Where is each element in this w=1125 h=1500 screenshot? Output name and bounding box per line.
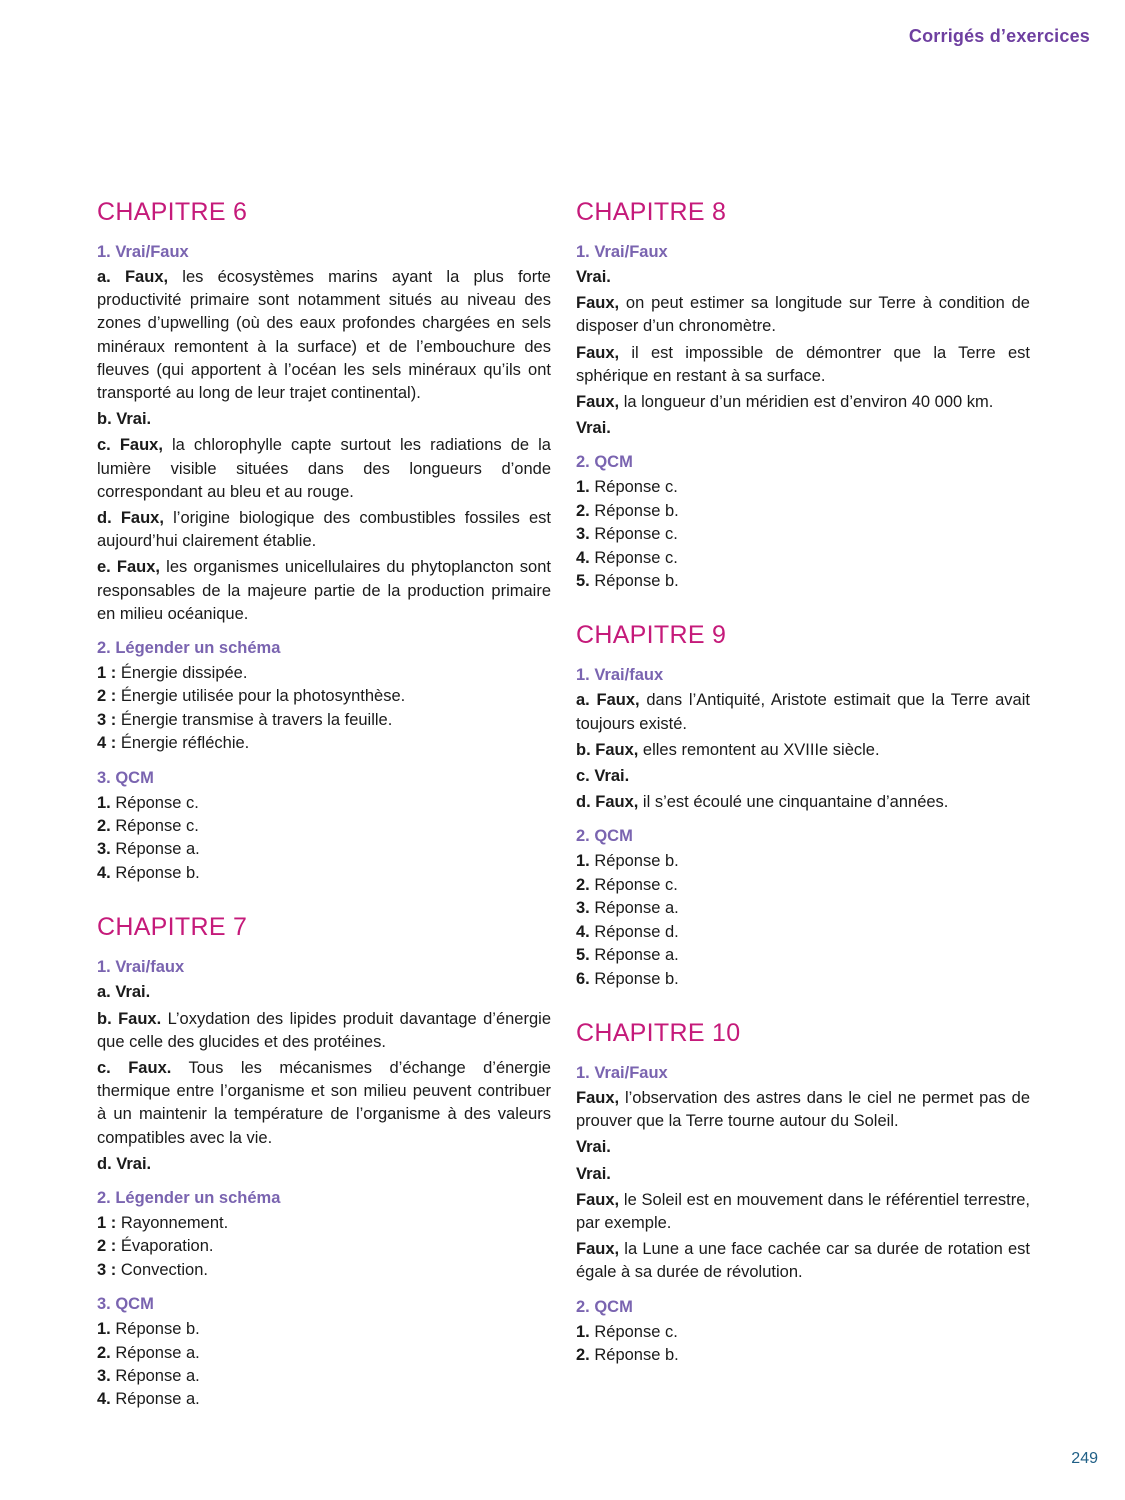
section-2-qcm — [576, 824, 1030, 990]
list-item — [97, 1259, 551, 1282]
list-item — [97, 862, 551, 885]
answer-label: 1 : — [97, 1213, 117, 1232]
answer-text: Tous les mécanismes d’échange d’énergie thermique entre l’organisme et son milieu peuvent contribuer à un maintenir la température de l’organisme à des valeurs compatibles avec la vie. — [97, 1058, 551, 1147]
section-2-legender-un-schema — [97, 636, 551, 756]
answer-paragraph — [97, 1008, 551, 1054]
section-1-vrai-faux — [97, 955, 551, 1176]
section-title: 3. QCM — [97, 768, 154, 787]
section-title: 1. Vrai/Faux — [576, 243, 668, 261]
chapter-title: CHAPITRE 8 — [576, 198, 727, 226]
answer-text: Réponse c. — [589, 875, 678, 894]
section-title: 1. Vrai/Faux — [97, 243, 189, 261]
answer-label: 2. — [576, 1345, 590, 1364]
answer-paragraph — [576, 1163, 1030, 1186]
answer-paragraph — [576, 266, 1030, 289]
list-item — [97, 1365, 551, 1388]
list-item — [97, 732, 551, 755]
answer-text: Énergie réfléchie. — [116, 734, 250, 753]
answer-text: l’observation des astres dans le ciel ne permet pas de prouver que la Terre tourne autour du Soleil. — [576, 1088, 1030, 1131]
section-title: 2. Légender un schéma — [97, 639, 281, 658]
answer-text: Réponse b. — [589, 1345, 679, 1364]
list-item — [97, 1318, 551, 1341]
answer-text: Réponse b. — [110, 1320, 200, 1339]
answer-label: b. Faux, — [576, 740, 639, 759]
answer-text: l’origine biologique des combustibles fossiles est aujourd’hui clairement établie. — [97, 509, 552, 551]
answer-label: 1. — [576, 852, 590, 871]
list-item — [576, 944, 1030, 967]
answer-paragraph — [576, 1136, 1030, 1159]
answer-text: il est impossible de démontrer que la Terre est sphérique en restant à sa surface. — [576, 343, 1030, 385]
answer-label: e. Faux, — [97, 558, 161, 577]
list-item — [576, 968, 1030, 991]
answer-text: Réponse c. — [589, 525, 678, 544]
list-item — [576, 523, 1030, 546]
answer-label: 2 : — [97, 1237, 117, 1256]
answer-text: Réponse a. — [110, 1343, 200, 1362]
list-item — [576, 874, 1030, 897]
answer-label: 4. — [576, 922, 590, 941]
answer-paragraph — [576, 1238, 1030, 1284]
answer-text: la chlorophylle capte surtout les radiations de la lumière visible situées dans des longueurs d’onde correspondant au bleu et au rouge. — [97, 436, 551, 501]
answer-text: Rayonnement. — [116, 1213, 229, 1232]
answer-paragraph — [97, 408, 551, 431]
answer-label: 2. — [97, 817, 111, 836]
answer-text: la Lune a une face cachée car sa durée de rotation est égale à sa durée de révolution. — [576, 1240, 1030, 1282]
list-item — [576, 547, 1030, 570]
answer-label: 4. — [97, 863, 111, 882]
answer-label: d. Vrai. — [97, 1154, 152, 1173]
list-item — [97, 685, 551, 708]
answer-label: 3. — [576, 525, 590, 544]
page-number: 249 — [1071, 1450, 1098, 1467]
answer-label: 4. — [97, 1390, 111, 1409]
answer-label: 2 : — [97, 687, 117, 706]
section-title: 2. Légender un schéma — [97, 1188, 281, 1207]
answer-text: Énergie transmise à travers la feuille. — [116, 710, 393, 729]
answer-label: 4 : — [97, 734, 117, 753]
list-item — [97, 815, 551, 838]
section-1-vrai-faux — [576, 240, 1030, 440]
running-title: Corrigés d’exercices — [908, 26, 1090, 46]
answer-label: 1. — [576, 478, 590, 497]
answer-label: 3. — [97, 1366, 111, 1385]
chapter-chapitre-6 — [97, 196, 551, 885]
list-item — [576, 921, 1030, 944]
answer-label: 2. — [576, 501, 590, 520]
answer-label: 3. — [97, 840, 111, 859]
answer-text: Réponse a. — [110, 1390, 200, 1409]
answer-text: L’oxydation des lipides produit davantage d’énergie que celle des glucides et des protéines. — [97, 1009, 551, 1051]
answer-text: Réponse b. — [589, 501, 679, 520]
answer-label: Vrai. — [576, 268, 611, 286]
list-item — [576, 897, 1030, 920]
answer-label: Vrai. — [576, 419, 611, 438]
answer-paragraph — [576, 391, 1030, 414]
section-2-qcm — [576, 1295, 1030, 1368]
answer-label: b. Vrai. — [97, 410, 152, 429]
answer-label: 3. — [576, 899, 590, 918]
list-item — [576, 1344, 1030, 1367]
chapter-title: CHAPITRE 10 — [576, 1018, 741, 1047]
left-column — [97, 196, 551, 1438]
list-item — [576, 850, 1030, 873]
answer-paragraph — [97, 981, 551, 1004]
answer-label: d. Faux, — [576, 793, 639, 812]
answer-paragraph — [576, 292, 1030, 338]
answer-text: Réponse b. — [589, 969, 679, 988]
answer-label: Faux, — [576, 343, 620, 362]
answer-paragraph — [97, 266, 551, 405]
section-title: 1. Vrai/faux — [97, 958, 185, 977]
answer-label: 1. — [97, 793, 111, 812]
answer-paragraph — [97, 1153, 551, 1176]
answer-paragraph — [576, 689, 1030, 735]
answer-text: Réponse c. — [110, 817, 199, 836]
answer-text: Évaporation. — [116, 1237, 214, 1256]
section-title: 3. QCM — [97, 1295, 154, 1314]
chapter-title: CHAPITRE 6 — [97, 198, 248, 226]
list-item — [97, 1212, 551, 1235]
section-2-legender-un-schema — [97, 1186, 551, 1282]
answer-text: Énergie utilisée pour la photosynthèse. — [116, 687, 406, 706]
list-item — [97, 792, 551, 815]
answer-text: Réponse c. — [110, 793, 199, 812]
section-3-qcm — [97, 1292, 551, 1412]
list-item — [97, 709, 551, 732]
answer-label: Faux, — [576, 1240, 620, 1259]
list-item — [97, 1342, 551, 1365]
answer-label: Faux, — [576, 1088, 620, 1107]
section-title: 1. Vrai/Faux — [576, 1063, 668, 1082]
answer-text: Réponse b. — [589, 572, 679, 591]
answer-label: d. Faux, — [97, 509, 164, 528]
answer-label: 1 : — [97, 664, 117, 683]
chapter-chapitre-10 — [576, 1017, 1030, 1367]
answer-paragraph — [97, 507, 551, 553]
answer-text: Convection. — [116, 1260, 208, 1279]
answer-label: a. Faux, — [576, 691, 640, 710]
answer-paragraph — [97, 556, 551, 626]
answer-text: Réponse c. — [589, 1322, 678, 1341]
answer-label: Faux, — [576, 294, 620, 313]
answer-text: on peut estimer sa longitude sur Terre à condition de disposer d’un chronomètre. — [576, 294, 1030, 336]
answer-text: il s’est écoulé une cinquantaine d’années. — [638, 793, 949, 812]
answer-paragraph — [576, 417, 1030, 440]
answer-text: Énergie dissipée. — [116, 664, 248, 683]
list-item — [576, 1321, 1030, 1344]
answer-label: 4. — [576, 548, 590, 567]
answer-text: elles remontent au XVIIIe siècle. — [638, 740, 880, 759]
answer-paragraph — [576, 342, 1030, 388]
chapter-title: CHAPITRE 7 — [97, 913, 248, 942]
list-item — [576, 570, 1030, 593]
answer-label: 6. — [576, 969, 590, 988]
list-item — [576, 500, 1030, 523]
list-item — [97, 838, 551, 861]
list-item — [97, 1235, 551, 1258]
right-column — [576, 196, 1030, 1393]
answer-text: Réponse c. — [589, 548, 678, 567]
section-1-vrai-faux — [576, 1061, 1030, 1285]
answer-label: 3 : — [97, 710, 117, 729]
answer-text: la longueur d’un méridien est d’environ 40 000 km. — [619, 393, 994, 412]
list-item — [97, 1388, 551, 1411]
answer-text: Réponse a. — [589, 899, 679, 918]
answer-label: 5. — [576, 572, 590, 591]
answer-text: les écosystèmes marins ayant la plus forte productivité primaire sont notamment situés au niveau des zones d’upwelling (où des eaux profondes chargées en sels minéraux remontent à la surface) et de l’embouchure des fleuves (qui apportent à l’océan les sels minéraux qu’ils ont transporté au long de leur trajet continental). — [97, 268, 551, 403]
chapter-chapitre-9 — [576, 619, 1030, 990]
section-title: 2. QCM — [576, 1297, 633, 1316]
answer-label: Vrai. — [576, 1164, 611, 1183]
answer-paragraph — [576, 1189, 1030, 1235]
answer-label: 1. — [97, 1320, 111, 1339]
answer-label: 5. — [576, 946, 590, 965]
answer-paragraph — [97, 1057, 551, 1150]
answer-paragraph — [576, 791, 1030, 814]
chapter-chapitre-7 — [97, 911, 551, 1411]
section-2-qcm — [576, 450, 1030, 593]
answer-text: Réponse d. — [589, 922, 679, 941]
section-1-vrai-faux — [576, 663, 1030, 814]
answer-label: Faux, — [576, 393, 620, 412]
answer-text: Réponse c. — [589, 478, 678, 497]
list-item — [576, 476, 1030, 499]
answer-label: c. Faux. — [97, 1058, 172, 1077]
answer-text: Réponse a. — [589, 946, 679, 965]
answer-label: c. Faux, — [97, 436, 163, 455]
answer-label: Faux, — [576, 1190, 620, 1209]
answer-label: 2. — [576, 875, 590, 894]
answer-label: a. Vrai. — [97, 983, 151, 1002]
answer-text: Réponse a. — [110, 1366, 200, 1385]
chapter-title: CHAPITRE 9 — [576, 621, 727, 650]
answer-label: b. Faux. — [97, 1009, 162, 1028]
section-1-vrai-faux — [97, 240, 551, 626]
answer-label: 1. — [576, 1322, 590, 1341]
section-title: 2. QCM — [576, 453, 633, 472]
list-item — [97, 662, 551, 685]
answer-text: le Soleil est en mouvement dans le référentiel terrestre, par exemple. — [576, 1190, 1030, 1232]
section-title: 2. QCM — [576, 827, 633, 846]
answer-paragraph — [576, 1087, 1030, 1133]
answer-text: les organismes unicellulaires du phytoplancton sont responsables de la majeure partie de la production primaire en milieu océanique. — [97, 558, 551, 623]
chapter-chapitre-8 — [576, 196, 1030, 593]
answer-paragraph — [97, 434, 551, 504]
answer-label: Vrai. — [576, 1138, 611, 1157]
answer-paragraph — [576, 739, 1030, 762]
answer-label: c. Vrai. — [576, 767, 630, 786]
answer-label: 3 : — [97, 1260, 117, 1279]
answer-label: 2. — [97, 1343, 111, 1362]
answer-label: a. Faux, — [97, 268, 169, 286]
answer-paragraph — [576, 765, 1030, 788]
answer-text: Réponse b. — [110, 863, 200, 882]
section-3-qcm — [97, 766, 551, 886]
answer-text: dans l’Antiquité, Aristote estimait que la Terre avait toujours existé. — [576, 691, 1030, 733]
section-title: 1. Vrai/faux — [576, 666, 664, 685]
answer-text: Réponse b. — [589, 852, 679, 871]
answer-text: Réponse a. — [110, 840, 200, 859]
